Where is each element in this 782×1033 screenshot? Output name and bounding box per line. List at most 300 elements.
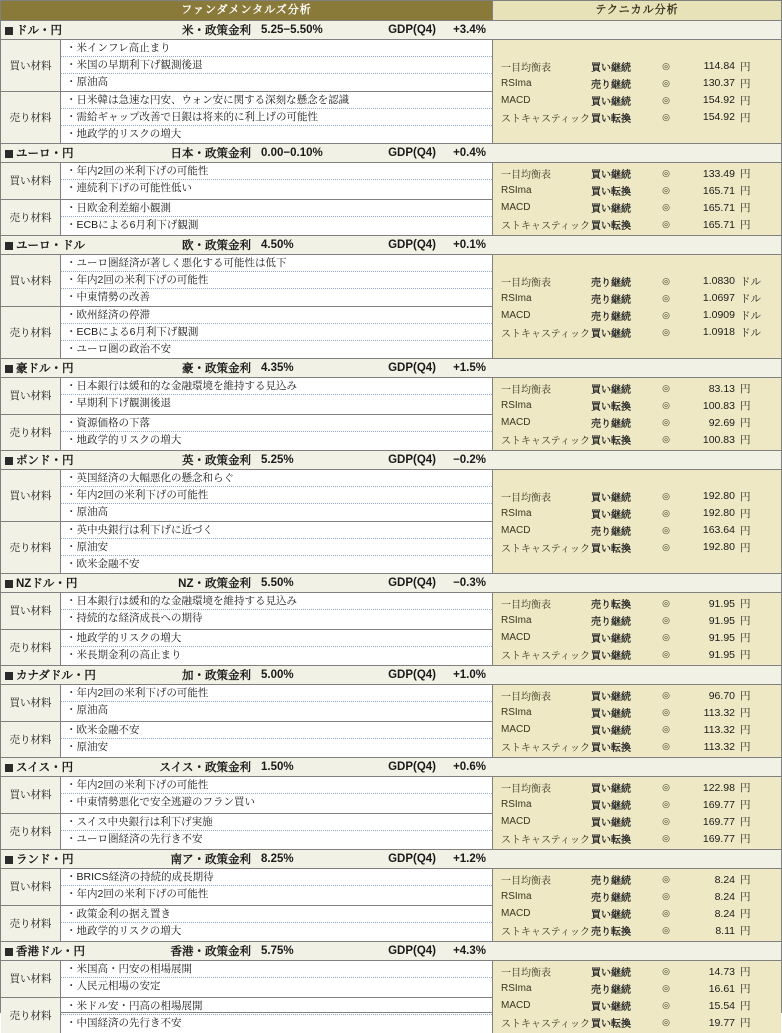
pair-block (1, 21, 781, 144)
policy-rate-value: 1.50% (251, 761, 366, 773)
target-icon: ◎ (655, 632, 677, 643)
fundamentals-cell (1, 777, 493, 849)
material-list (61, 470, 492, 521)
policy-rate-label: 米・政策金利 (101, 22, 251, 38)
buy-material-group (1, 378, 492, 415)
target-icon: ◎ (655, 966, 677, 977)
pair-title-row (1, 236, 781, 255)
pair-title-row (1, 359, 781, 378)
technical-row (493, 595, 781, 612)
material-list (61, 92, 492, 143)
material-item: ・資源価格の下落 (61, 415, 492, 432)
technical-row (493, 324, 781, 341)
sell-material-group (1, 906, 492, 942)
gdp-label: GDP(Q4) (366, 454, 436, 466)
sell-material-group (1, 814, 492, 850)
pair-body (1, 593, 781, 665)
buy-material-group (1, 777, 492, 814)
pair-name (1, 667, 101, 683)
technical-row (493, 963, 781, 980)
target-icon: ◎ (655, 417, 677, 428)
technical-row (493, 397, 781, 414)
indicator-signal: 買い継続 (591, 688, 655, 703)
indicator-value: 114.84 (677, 60, 735, 72)
pair-title-row (1, 942, 781, 961)
indicator-name: RSIma (493, 615, 591, 626)
indicator-unit: 円 (735, 705, 763, 720)
pair-name (1, 237, 101, 253)
policy-rate-label: 英・政策金利 (101, 452, 251, 468)
indicator-name: ストキャスティック (493, 647, 591, 662)
technical-cell (493, 470, 781, 573)
material-item: ・原油高 (61, 74, 492, 91)
indicator-name: MACD (493, 816, 591, 827)
pair-title-row (1, 451, 781, 470)
indicator-name: 一目均衡表 (493, 381, 591, 396)
material-list (61, 307, 492, 358)
policy-rate-label: 香港・政策金利 (101, 943, 251, 959)
indicator-unit: 円 (735, 1015, 763, 1030)
material-item: ・政策金利の据え置き (61, 906, 492, 923)
sell-material-label: 売り材料 (1, 415, 61, 451)
indicator-name: RSIma (493, 799, 591, 810)
target-icon: ◎ (655, 276, 677, 287)
indicator-name: 一目均衡表 (493, 489, 591, 504)
technical-row (493, 431, 781, 448)
indicator-value: 92.69 (677, 417, 735, 429)
technical-row (493, 796, 781, 813)
indicator-signal: 買い継続 (591, 647, 655, 662)
indicator-signal: 売り継続 (591, 613, 655, 628)
pair-block (1, 666, 781, 758)
pair-name-label: ユーロ・ドル (16, 240, 85, 252)
material-item: ・原油高 (61, 504, 492, 521)
pair-name (1, 759, 101, 775)
indicator-signal: 売り継続 (591, 889, 655, 904)
material-item: ・地政学的リスクの増大 (61, 126, 492, 143)
indicator-name: MACD (493, 525, 591, 536)
indicator-signal: 買い転換 (591, 217, 655, 232)
technical-row (493, 629, 781, 646)
material-item: ・年内2回の米利下げの可能性 (61, 886, 492, 903)
target-icon: ◎ (655, 202, 677, 213)
technical-row (493, 738, 781, 755)
indicator-unit: 円 (735, 200, 763, 215)
pair-body (1, 163, 781, 235)
buy-material-label: 買い材料 (1, 255, 61, 306)
table-header (1, 1, 781, 21)
policy-rate-label: 日本・政策金利 (101, 145, 251, 161)
gdp-value: +4.3% (436, 945, 492, 957)
indicator-name: MACD (493, 202, 591, 213)
technical-row (493, 92, 781, 109)
bullet-square-icon (5, 672, 13, 680)
indicator-signal: 買い継続 (591, 998, 655, 1013)
target-icon: ◎ (655, 219, 677, 230)
technical-row (493, 612, 781, 629)
indicator-name: ストキャスティック (493, 739, 591, 754)
material-item: ・BRICS経済の持続的成長期待 (61, 869, 492, 886)
material-list (61, 906, 492, 942)
indicator-name: ストキャスティック (493, 540, 591, 555)
target-icon: ◎ (655, 724, 677, 735)
indicator-unit: 円 (735, 998, 763, 1013)
buy-material-label: 買い材料 (1, 40, 61, 91)
bullet-square-icon (5, 27, 13, 35)
target-icon: ◎ (655, 1000, 677, 1011)
indicator-value: 1.0918 (677, 326, 735, 338)
material-item: ・地政学的リスクの増大 (61, 923, 492, 940)
pair-name-label: 香港ドル・円 (16, 946, 85, 958)
indicator-value: 154.92 (677, 94, 735, 106)
policy-rate-value: 5.75% (251, 945, 366, 957)
gdp-value: +3.4% (436, 24, 492, 36)
indicator-name: MACD (493, 908, 591, 919)
fundamentals-cell (1, 470, 493, 573)
indicator-name: 一目均衡表 (493, 688, 591, 703)
pair-name (1, 452, 101, 468)
pair-title-row (1, 144, 781, 163)
indicator-name: MACD (493, 95, 591, 106)
indicator-value: 165.71 (677, 185, 735, 197)
material-item: ・ユーロ圏の政治不安 (61, 341, 492, 358)
fundamentals-cell (1, 869, 493, 941)
material-item: ・ECBによる6月利下げ観測 (61, 217, 492, 234)
material-item: ・ユーロ圏経済の先行き不安 (61, 831, 492, 848)
material-list (61, 522, 492, 573)
pair-name-label: スイス・円 (16, 762, 73, 774)
pair-name-label: NZドル・円 (16, 578, 77, 590)
material-item: ・地政学的リスクの増大 (61, 630, 492, 647)
indicator-signal: 買い転換 (591, 739, 655, 754)
fundamentals-cell (1, 40, 493, 143)
indicator-unit: 円 (735, 217, 763, 232)
buy-material-label: 買い材料 (1, 777, 61, 813)
indicator-value: 192.80 (677, 490, 735, 502)
indicator-name: RSIma (493, 185, 591, 196)
technical-row (493, 199, 781, 216)
technical-row (493, 646, 781, 663)
target-icon: ◎ (655, 925, 677, 936)
technical-row (493, 522, 781, 539)
buy-material-label: 買い材料 (1, 470, 61, 521)
target-icon: ◎ (655, 400, 677, 411)
indicator-value: 113.32 (677, 724, 735, 736)
bullet-square-icon (5, 764, 13, 772)
sell-material-label: 売り材料 (1, 92, 61, 143)
target-icon: ◎ (655, 782, 677, 793)
policy-rate-label: 加・政策金利 (101, 667, 251, 683)
gdp-label: GDP(Q4) (366, 761, 436, 773)
fundamentals-cell (1, 378, 493, 450)
bullet-square-icon (5, 457, 13, 465)
material-item: ・中東情勢悪化で安全逃避のフラン買い (61, 794, 492, 811)
indicator-value: 133.49 (677, 168, 735, 180)
technical-row (493, 216, 781, 233)
technical-row (493, 871, 781, 888)
technical-row (493, 488, 781, 505)
indicator-signal: 売り転換 (591, 596, 655, 611)
bullet-square-icon (5, 948, 13, 956)
technical-row (493, 779, 781, 796)
target-icon: ◎ (655, 293, 677, 304)
technical-row (493, 687, 781, 704)
buy-material-label: 買い材料 (1, 593, 61, 629)
indicator-value: 14.73 (677, 966, 735, 978)
technical-cell (493, 163, 781, 235)
indicator-unit: 円 (735, 889, 763, 904)
sell-material-group (1, 307, 492, 358)
indicator-name: MACD (493, 1000, 591, 1011)
policy-rate-label: NZ・政策金利 (101, 575, 251, 591)
gdp-value: +1.0% (436, 669, 492, 681)
indicator-unit: 円 (735, 523, 763, 538)
target-icon: ◎ (655, 95, 677, 106)
indicator-value: 169.77 (677, 833, 735, 845)
indicator-unit: 円 (735, 722, 763, 737)
indicator-value: 91.95 (677, 649, 735, 661)
buy-material-group (1, 40, 492, 92)
buy-material-label: 買い材料 (1, 961, 61, 997)
target-icon: ◎ (655, 741, 677, 752)
pair-body (1, 685, 781, 757)
sell-material-group (1, 998, 492, 1033)
pair-block (1, 574, 781, 666)
buy-material-group (1, 593, 492, 630)
indicator-value: 19.77 (677, 1017, 735, 1029)
indicator-value: 8.11 (677, 925, 735, 937)
sell-material-label: 売り材料 (1, 998, 61, 1033)
indicator-unit: 円 (735, 780, 763, 795)
indicator-value: 8.24 (677, 908, 735, 920)
material-item: ・年内2回の米利下げの可能性 (61, 272, 492, 289)
indicator-name: 一目均衡表 (493, 166, 591, 181)
material-list (61, 814, 492, 850)
technical-cell (493, 685, 781, 757)
indicator-unit: 円 (735, 432, 763, 447)
indicator-unit: 円 (735, 398, 763, 413)
indicator-signal: 買い転換 (591, 831, 655, 846)
indicator-signal: 売り継続 (591, 523, 655, 538)
indicator-unit: 円 (735, 872, 763, 887)
indicator-value: 165.71 (677, 219, 735, 231)
target-icon: ◎ (655, 112, 677, 123)
indicator-unit: 円 (735, 59, 763, 74)
indicator-unit: 円 (735, 506, 763, 521)
bullet-square-icon (5, 150, 13, 158)
policy-rate-value: 5.25−5.50% (251, 24, 366, 36)
pair-block (1, 236, 781, 359)
indicator-name: ストキャスティック (493, 217, 591, 232)
pair-title-row (1, 758, 781, 777)
indicator-name: 一目均衡表 (493, 59, 591, 74)
pair-title-row (1, 574, 781, 593)
pair-name-label: カナダドル・円 (16, 670, 96, 682)
target-icon: ◎ (655, 434, 677, 445)
fundamentals-cell (1, 961, 493, 1033)
indicator-value: 1.0830 (677, 275, 735, 287)
sell-material-group (1, 200, 492, 236)
indicator-signal: 買い継続 (591, 964, 655, 979)
technical-row (493, 380, 781, 397)
sell-material-group (1, 92, 492, 143)
material-item: ・年内2回の米利下げの可能性 (61, 685, 492, 702)
indicator-name: MACD (493, 310, 591, 321)
indicator-name: 一目均衡表 (493, 872, 591, 887)
material-item: ・中国経済の先行き不安 (61, 1015, 492, 1032)
technical-cell (493, 961, 781, 1033)
indicator-signal: 買い継続 (591, 506, 655, 521)
gdp-label: GDP(Q4) (366, 669, 436, 681)
sell-material-group (1, 722, 492, 758)
indicator-name: RSIma (493, 508, 591, 519)
bullet-square-icon (5, 580, 13, 588)
material-item: ・年内2回の米利下げの可能性 (61, 163, 492, 180)
target-icon: ◎ (655, 816, 677, 827)
material-item: ・中東情勢の改善 (61, 289, 492, 306)
indicator-value: 1.0909 (677, 309, 735, 321)
gdp-value: +1.5% (436, 362, 492, 374)
indicator-unit: 円 (735, 797, 763, 812)
pair-body (1, 869, 781, 941)
technical-row (493, 307, 781, 324)
policy-rate-value: 0.00−0.10% (251, 147, 366, 159)
technical-row (493, 165, 781, 182)
indicator-signal: 売り継続 (591, 291, 655, 306)
target-icon: ◎ (655, 61, 677, 72)
gdp-label: GDP(Q4) (366, 147, 436, 159)
technical-row (493, 888, 781, 905)
indicator-signal: 買い転換 (591, 110, 655, 125)
pair-name-label: ユーロ・円 (16, 148, 74, 160)
target-icon: ◎ (655, 908, 677, 919)
sell-material-group (1, 522, 492, 573)
indicator-value: 16.61 (677, 983, 735, 995)
material-item: ・米国高・円安の相場展開 (61, 961, 492, 978)
material-item: ・ECBによる6月利下げ観測 (61, 324, 492, 341)
target-icon: ◎ (655, 874, 677, 885)
pair-name (1, 851, 101, 867)
buy-material-group (1, 961, 492, 998)
pair-block (1, 359, 781, 451)
material-list (61, 630, 492, 666)
indicator-signal: 買い継続 (591, 489, 655, 504)
pair-block (1, 451, 781, 574)
indicator-value: 192.80 (677, 541, 735, 553)
technical-row (493, 721, 781, 738)
material-list (61, 777, 492, 813)
policy-rate-value: 5.25% (251, 454, 366, 466)
indicator-name: RSIma (493, 707, 591, 718)
pair-block (1, 758, 781, 850)
policy-rate-label: スイス・政策金利 (101, 759, 251, 775)
indicator-value: 113.32 (677, 741, 735, 753)
policy-rate-value: 5.50% (251, 577, 366, 589)
sell-material-label: 売り材料 (1, 630, 61, 666)
target-icon: ◎ (655, 983, 677, 994)
sell-material-label: 売り材料 (1, 906, 61, 942)
policy-rate-value: 4.35% (251, 362, 366, 374)
indicator-value: 15.54 (677, 1000, 735, 1012)
buy-material-group (1, 685, 492, 722)
indicator-name: 一目均衡表 (493, 596, 591, 611)
indicator-name: RSIma (493, 983, 591, 994)
material-item: ・需給ギャップ改善で日銀は将来的に利上げの可能性 (61, 109, 492, 126)
technical-row (493, 414, 781, 431)
indicator-value: 169.77 (677, 816, 735, 828)
technical-cell (493, 777, 781, 849)
target-icon: ◎ (655, 615, 677, 626)
indicator-value: 8.24 (677, 891, 735, 903)
indicator-unit: 円 (735, 381, 763, 396)
target-icon: ◎ (655, 383, 677, 394)
indicator-name: MACD (493, 632, 591, 643)
buy-material-label: 買い材料 (1, 869, 61, 905)
pair-block (1, 942, 781, 1033)
target-icon: ◎ (655, 891, 677, 902)
pair-title-row (1, 850, 781, 869)
sell-material-group (1, 630, 492, 666)
indicator-unit: ドル (735, 274, 763, 289)
target-icon: ◎ (655, 833, 677, 844)
indicator-value: 83.13 (677, 383, 735, 395)
material-list (61, 415, 492, 451)
pair-body (1, 470, 781, 573)
material-item: ・日欧金利差縮小観測 (61, 200, 492, 217)
indicator-signal: 売り継続 (591, 76, 655, 91)
indicator-signal: 売り継続 (591, 981, 655, 996)
policy-rate-value: 8.25% (251, 853, 366, 865)
pairs-container (1, 21, 781, 1033)
material-item: ・欧米金融不安 (61, 722, 492, 739)
material-list (61, 869, 492, 905)
indicator-name: 一目均衡表 (493, 274, 591, 289)
indicator-name: 一目均衡表 (493, 964, 591, 979)
pair-block (1, 144, 781, 236)
policy-rate-value: 5.00% (251, 669, 366, 681)
indicator-value: 169.77 (677, 799, 735, 811)
pair-block (1, 850, 781, 942)
gdp-label: GDP(Q4) (366, 945, 436, 957)
indicator-signal: 売り継続 (591, 872, 655, 887)
indicator-signal: 買い継続 (591, 325, 655, 340)
material-list (61, 378, 492, 414)
pair-name-label: ポンド・円 (16, 455, 74, 467)
indicator-signal: 買い継続 (591, 906, 655, 921)
indicator-name: ストキャスティック (493, 432, 591, 447)
gdp-label: GDP(Q4) (366, 24, 436, 36)
gdp-label: GDP(Q4) (366, 853, 436, 865)
indicator-name: ストキャスティック (493, 110, 591, 125)
target-icon: ◎ (655, 491, 677, 502)
gdp-value: +0.6% (436, 761, 492, 773)
indicator-unit: 円 (735, 964, 763, 979)
material-list (61, 685, 492, 721)
indicator-unit: 円 (735, 76, 763, 91)
indicator-value: 96.70 (677, 690, 735, 702)
indicator-unit: 円 (735, 166, 763, 181)
material-item: ・英国経済の大幅悪化の懸念和らぐ (61, 470, 492, 487)
indicator-signal: 売り転換 (591, 923, 655, 938)
indicator-name: MACD (493, 724, 591, 735)
policy-rate-label: 豪・政策金利 (101, 360, 251, 376)
indicator-unit: 円 (735, 630, 763, 645)
technical-row (493, 273, 781, 290)
indicator-unit: ドル (735, 291, 763, 306)
material-item: ・日本銀行は緩和的な金融環境を維持する見込み (61, 378, 492, 395)
buy-material-group (1, 163, 492, 200)
sell-material-label: 売り材料 (1, 814, 61, 850)
